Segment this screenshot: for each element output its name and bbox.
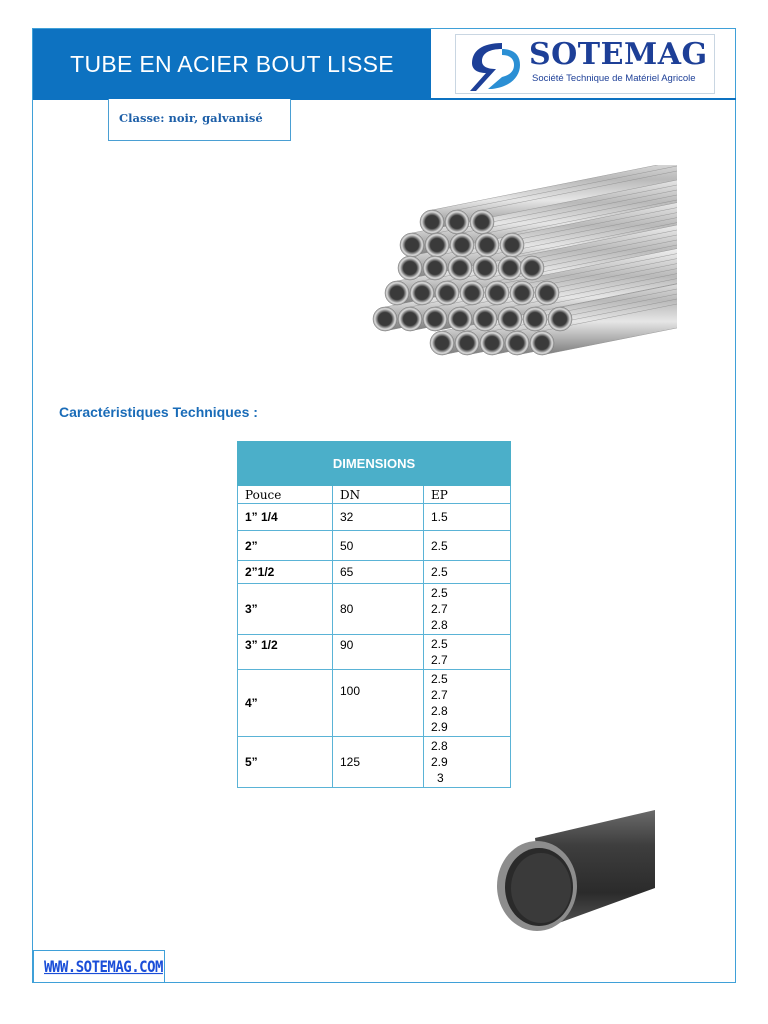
ep-value: 2.8 [431, 739, 448, 753]
cell-ep [424, 561, 511, 584]
website-box[interactable] [33, 950, 165, 983]
table-row [238, 561, 511, 584]
cell-dn: 65 [333, 561, 424, 584]
website-link[interactable]: WWW.SOTEMAG.COM [44, 958, 163, 977]
ep-value: 2.5 [431, 538, 448, 553]
cell-ep [424, 635, 511, 670]
cell-ep [424, 737, 511, 788]
column-header-ep: EP [424, 486, 511, 504]
ep-value: 2.9 [431, 720, 448, 734]
cell-pouce: 2”1/2 [238, 561, 333, 584]
cell-pouce: 3” 1/2 [238, 635, 333, 670]
cell-dn: 100 [333, 670, 424, 737]
cell-ep [424, 531, 511, 561]
cell-pouce: 1” 1/4 [238, 504, 333, 531]
cell-ep [424, 670, 511, 737]
ep-value: 2.5 [431, 672, 448, 686]
ep-value: 1.5 [431, 510, 448, 524]
steel-pipes-bundle-image [372, 165, 677, 370]
logo-mark-icon [462, 39, 526, 93]
ep-value: 2.7 [431, 653, 448, 667]
table-row [238, 531, 511, 561]
cell-dn: 32 [333, 504, 424, 531]
cell-pouce: 2” [238, 531, 333, 561]
ep-value: 2.7 [431, 688, 448, 702]
page-title: TUBE EN ACIER BOUT LISSE [70, 50, 394, 77]
ep-value: 2.8 [431, 704, 448, 718]
brand-name: SOTEMAG [529, 37, 708, 72]
column-header-pouce: Pouce [238, 486, 333, 504]
ep-value: 2.5 [431, 586, 448, 600]
table-row [238, 584, 511, 635]
table-title: DIMENSIONS [238, 442, 511, 486]
dimensions-table [237, 441, 511, 788]
classe-box [108, 99, 291, 141]
cell-pouce: 3” [238, 584, 333, 635]
classe-label: Classe: noir, galvanisé [119, 111, 263, 125]
ep-value: 3 [437, 771, 444, 785]
cell-dn: 125 [333, 737, 424, 788]
table-row [238, 635, 511, 670]
cell-pouce: 5” [238, 737, 333, 788]
ep-value: 2.5 [431, 637, 448, 651]
table-row [238, 737, 511, 788]
cell-dn: 80 [333, 584, 424, 635]
cell-dn: 50 [333, 531, 424, 561]
black-pipe-image [495, 808, 660, 938]
ep-value: 2.8 [431, 618, 448, 632]
column-header-dn: DN [333, 486, 424, 504]
cell-dn: 90 [333, 635, 424, 670]
table-row [238, 670, 511, 737]
cell-pouce: 4” [238, 670, 333, 737]
cell-ep [424, 504, 511, 531]
ep-value: 2.7 [431, 602, 448, 616]
ep-value: 2.5 [431, 565, 448, 579]
cell-ep [424, 584, 511, 635]
section-title: Caractéristiques Techniques : [59, 404, 258, 420]
table-row [238, 504, 511, 531]
brand-tagline: Société Technique de Matériel Agricole [532, 73, 696, 84]
ep-value: 2.9 [431, 755, 448, 769]
brand-logo [455, 34, 715, 94]
